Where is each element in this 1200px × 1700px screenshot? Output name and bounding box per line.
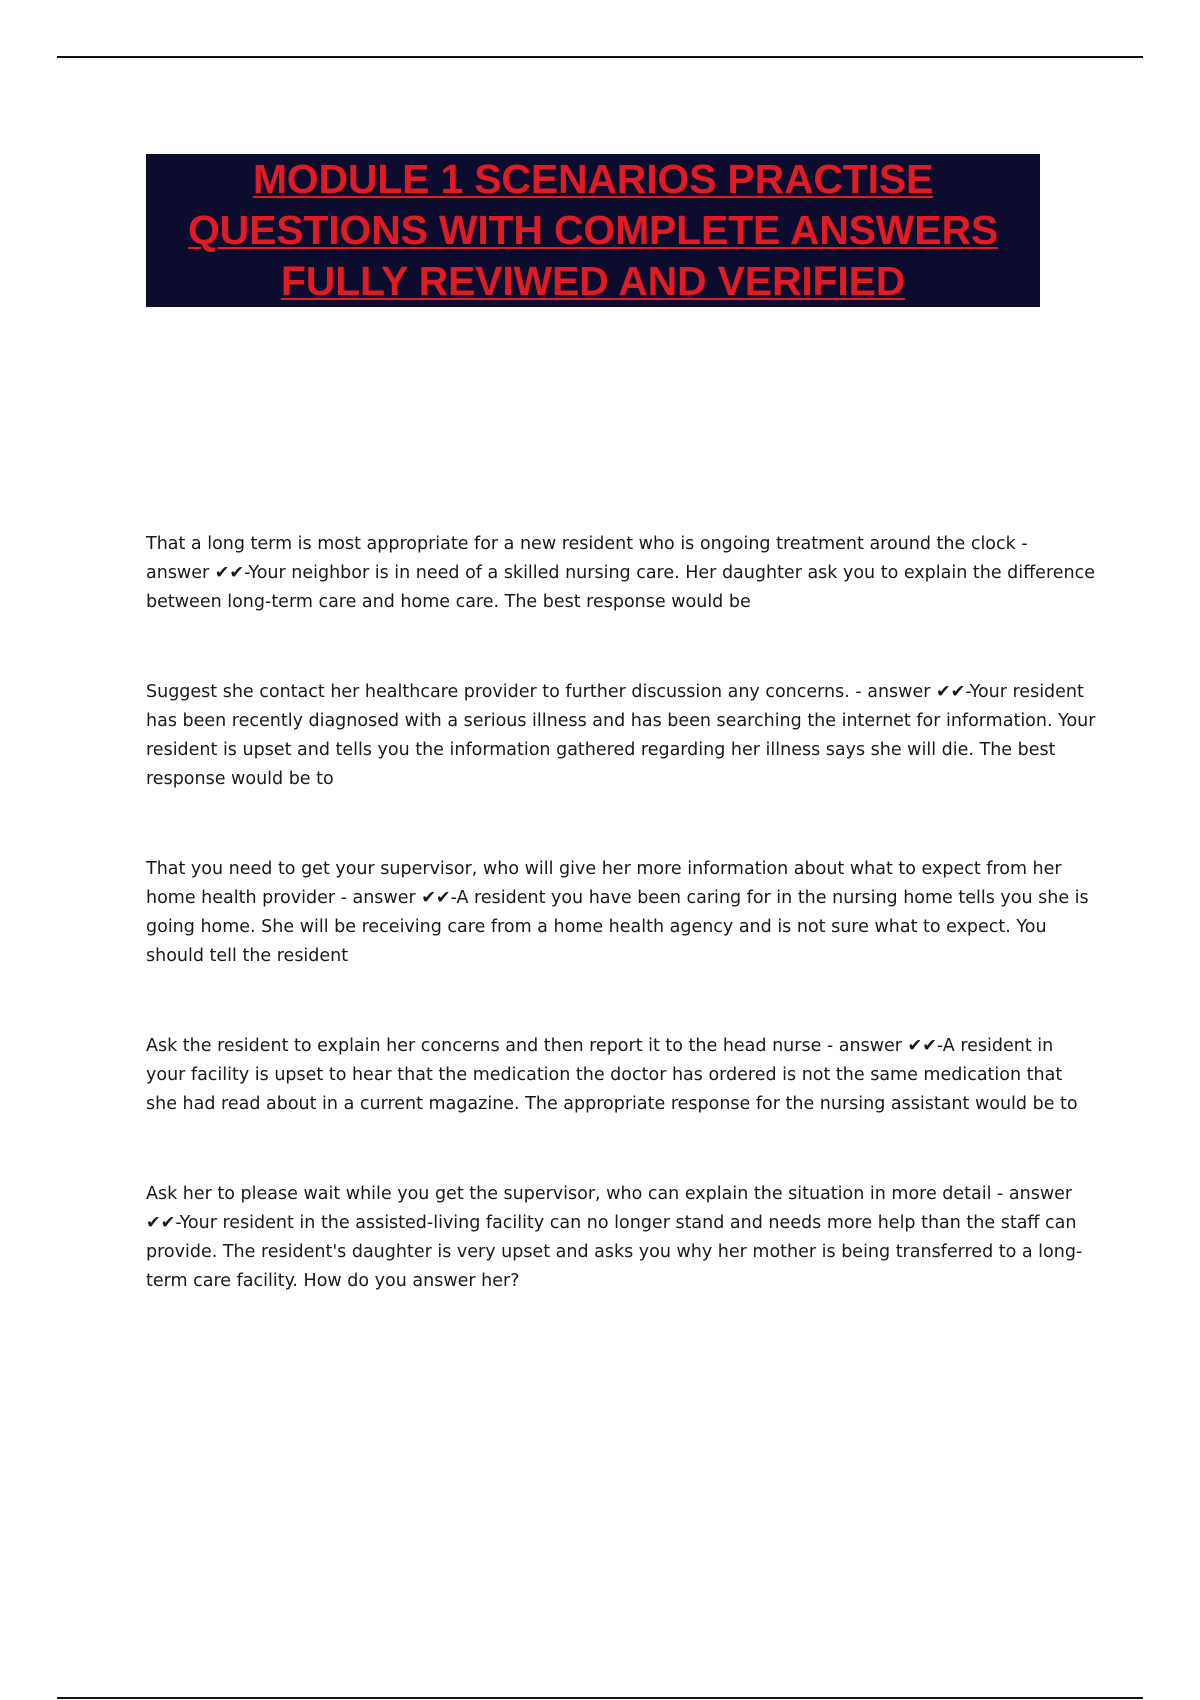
title-line-1: MODULE 1 SCENARIOS PRACTISE (252, 156, 934, 202)
qa-item: Ask the resident to explain her concerns and then report it to the head nurse - answer ✔✔-A resident in your facility is upset to hear that the medication the doctor has ordered is not the same medication that she had read about in a current magazine. The appropriate response for the nursing assistant would be to (146, 1036, 1078, 1114)
title-line-3: FULLY REVIWED AND VERIFIED (280, 258, 906, 304)
qa-item: Suggest she contact her healthcare provider to further discussion any concerns. - answer ✔✔-Your resident has been recently diagnosed with a serious illness and has been searching the internet for information. Your resident is upset and tells you the information gathered regarding her illness says she will die. The best response would be to (146, 682, 1096, 789)
qa-item: That a long term is most appropriate for a new resident who is ongoing treatment around the clock - answer ✔✔-Your neighbor is in need of a skilled nursing care. Her daughter ask you to explain the difference between long-term care and home care. The best response would be (146, 534, 1095, 612)
qa-item: Ask her to please wait while you get the supervisor, who can explain the situation in more detail - answer ✔✔-Your resident in the assisted-living facility can no longer stand and needs more help than the staff can provide. The resident's daughter is very upset and asks you why her mother is being transferred to a long-term care facility. How do you answer her? (146, 1184, 1083, 1291)
qa-item: That you need to get your supervisor, who will give her more information about what to expect from her home health provider - answer ✔✔-A resident you have been caring for in the nursing home tells you she is going home. She will be receiving care from a home health agency and is not sure what to expect. You should tell the resident (146, 859, 1089, 966)
qa-list (146, 530, 1096, 1357)
title-banner (146, 154, 1040, 307)
top-divider (57, 56, 1143, 58)
bottom-divider (57, 1697, 1143, 1699)
title-line-2: QUESTIONS WITH COMPLETE ANSWERS (187, 207, 999, 253)
